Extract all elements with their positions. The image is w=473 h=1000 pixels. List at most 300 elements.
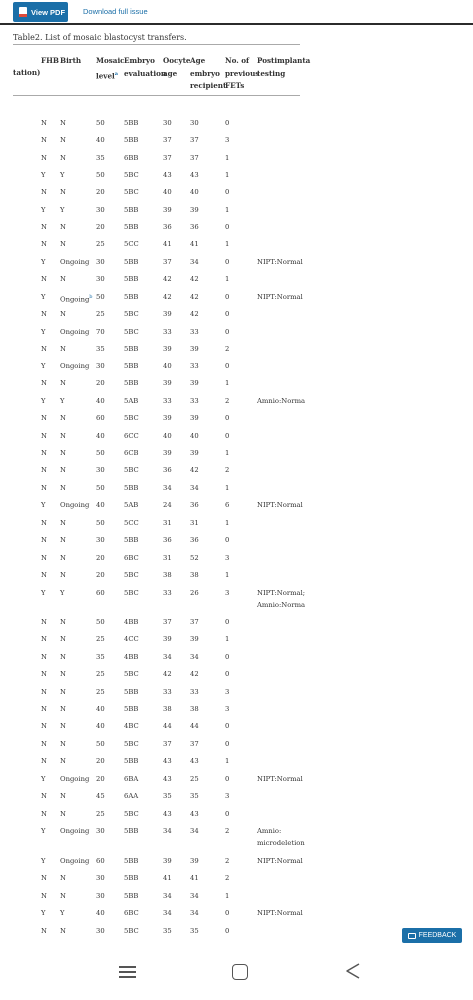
cell-oocyte-text: 37 bbox=[163, 258, 172, 266]
cell-embryo-text: 4CC bbox=[124, 635, 139, 643]
cell-fets-text: 0 bbox=[225, 119, 230, 127]
cell-fhb bbox=[41, 703, 47, 715]
cell-mosaic-text: 25 bbox=[96, 635, 105, 643]
cell-testing bbox=[257, 395, 305, 407]
cell-birth bbox=[60, 134, 66, 146]
cell-mosaic-text: 25 bbox=[96, 810, 105, 818]
cell-fets bbox=[225, 552, 229, 564]
cell-embryo-text: 4BB bbox=[124, 653, 139, 661]
cell-oocyte-text: 34 bbox=[163, 484, 172, 492]
cell-age-text: 34 bbox=[190, 892, 199, 900]
cell-oocyte bbox=[163, 773, 172, 785]
cell-fhb-text: N bbox=[41, 414, 47, 422]
cell-mosaic bbox=[96, 790, 105, 802]
cell-age bbox=[190, 907, 199, 919]
cell-embryo bbox=[124, 907, 139, 919]
cell-birth bbox=[60, 152, 66, 164]
cell-fhb-text: Y bbox=[41, 171, 46, 179]
cell-testing bbox=[257, 825, 305, 849]
cell-birth bbox=[60, 703, 66, 715]
cell-birth-text: N bbox=[60, 740, 66, 748]
cell-birth bbox=[60, 430, 66, 442]
cell-birth bbox=[60, 633, 66, 645]
cell-embryo-text: 5BC bbox=[124, 740, 139, 748]
cell-fets-text: 0 bbox=[225, 223, 230, 231]
cell-embryo bbox=[124, 808, 139, 820]
cell-embryo-text: 5BB bbox=[124, 206, 139, 214]
cell-testing bbox=[257, 291, 303, 303]
pdf-icon bbox=[19, 7, 27, 17]
cell-birth-text: N bbox=[60, 432, 66, 440]
cell-embryo bbox=[124, 326, 139, 338]
cell-birth bbox=[60, 464, 66, 476]
cell-oocyte-text: 33 bbox=[163, 589, 172, 597]
cell-fhb bbox=[41, 517, 47, 529]
cell-age-text: 43 bbox=[190, 171, 199, 179]
cell-oocyte bbox=[163, 152, 172, 164]
cell-oocyte bbox=[163, 326, 172, 338]
cell-birth bbox=[60, 890, 66, 902]
recent-apps-icon[interactable] bbox=[119, 964, 136, 978]
cell-embryo bbox=[124, 430, 139, 442]
cell-fets bbox=[225, 925, 229, 937]
footnote-b-link[interactable]: b bbox=[89, 294, 93, 300]
cell-age-text: 37 bbox=[190, 154, 199, 162]
cell-birth-text: N bbox=[60, 571, 66, 579]
cell-fhb-text: N bbox=[41, 740, 47, 748]
cell-oocyte-text: 39 bbox=[163, 635, 172, 643]
cell-age bbox=[190, 377, 199, 389]
cell-oocyte bbox=[163, 360, 172, 372]
cell-birth-text: N bbox=[60, 892, 66, 900]
cell-mosaic bbox=[96, 447, 105, 459]
header-age-line2: embryo bbox=[190, 68, 220, 78]
cell-mosaic bbox=[96, 377, 105, 389]
cell-fhb bbox=[41, 447, 47, 459]
cell-fets-text: 1 bbox=[225, 379, 230, 387]
cell-oocyte-text: 37 bbox=[163, 618, 172, 626]
cell-testing-line2: Amnio:Norma bbox=[257, 601, 306, 609]
cell-fets-text: 0 bbox=[225, 618, 230, 626]
home-icon[interactable] bbox=[232, 964, 248, 980]
cell-age-text: 42 bbox=[190, 310, 199, 318]
cell-fhb bbox=[41, 134, 47, 146]
cell-fhb bbox=[41, 395, 46, 407]
header-mosaic-line2 bbox=[96, 68, 125, 83]
cell-embryo bbox=[124, 534, 138, 546]
cell-oocyte bbox=[163, 395, 172, 407]
cell-age-text: 37 bbox=[190, 136, 199, 144]
cell-fhb-text: N bbox=[41, 688, 47, 696]
cell-birth-text: N bbox=[60, 554, 66, 562]
cell-birth-text: N bbox=[60, 188, 66, 196]
cell-embryo bbox=[124, 499, 138, 511]
cell-fets bbox=[225, 773, 229, 785]
cell-embryo-text: 5BB bbox=[124, 874, 139, 882]
cell-fhb-text: N bbox=[41, 571, 47, 579]
cell-embryo-text: 5BC bbox=[124, 414, 139, 422]
cell-fets-text: 1 bbox=[225, 892, 230, 900]
cell-fhb bbox=[41, 534, 47, 546]
cell-embryo bbox=[124, 703, 138, 715]
cell-embryo-text: 6AA bbox=[124, 792, 139, 800]
cell-embryo bbox=[124, 447, 139, 459]
cell-fhb-text: N bbox=[41, 519, 47, 527]
cell-oocyte bbox=[163, 872, 172, 884]
cell-fhb bbox=[41, 668, 47, 680]
cell-birth bbox=[60, 773, 89, 785]
cell-embryo-text: 5BB bbox=[124, 345, 139, 353]
cell-oocyte-text: 39 bbox=[163, 857, 172, 865]
cell-fets-text: 0 bbox=[225, 740, 230, 748]
cell-fets bbox=[225, 738, 229, 750]
cell-mosaic-text: 30 bbox=[96, 275, 105, 283]
cell-mosaic bbox=[96, 720, 105, 732]
cell-birth-text: Ongoing bbox=[60, 857, 90, 865]
cell-fhb bbox=[41, 256, 46, 268]
cell-fhb bbox=[41, 720, 47, 732]
cell-fhb bbox=[41, 221, 47, 233]
cell-oocyte-text: 39 bbox=[163, 414, 172, 422]
cell-mosaic bbox=[96, 430, 105, 442]
cell-fets bbox=[225, 587, 229, 599]
cell-mosaic bbox=[96, 343, 105, 355]
cell-fets bbox=[225, 343, 229, 355]
cell-birth bbox=[60, 273, 66, 285]
cell-mosaic bbox=[96, 464, 105, 476]
cell-birth bbox=[60, 534, 66, 546]
cell-mosaic bbox=[96, 117, 105, 129]
cell-embryo bbox=[124, 616, 138, 628]
cell-mosaic-text: 30 bbox=[96, 466, 105, 474]
cell-embryo-text: 5BC bbox=[124, 171, 139, 179]
cell-fhb bbox=[41, 738, 47, 750]
cell-fets-text: 2 bbox=[225, 874, 230, 882]
cell-birth-text: N bbox=[60, 618, 66, 626]
cell-mosaic bbox=[96, 890, 105, 902]
cell-fhb-text: N bbox=[41, 670, 47, 678]
cell-oocyte-text: 30 bbox=[163, 119, 172, 127]
cell-mosaic-text: 25 bbox=[96, 240, 105, 248]
cell-fhb bbox=[41, 326, 46, 338]
header-mosaic-line1: Mosaic bbox=[96, 56, 125, 65]
cell-oocyte bbox=[163, 755, 172, 767]
cell-testing-text: Amnio: bbox=[257, 827, 282, 835]
cell-embryo bbox=[124, 855, 138, 867]
cell-birth-text: N bbox=[60, 136, 66, 144]
cell-oocyte bbox=[163, 825, 172, 837]
cell-oocyte bbox=[163, 890, 172, 902]
cell-oocyte bbox=[163, 925, 172, 937]
cell-age bbox=[190, 668, 199, 680]
header-fets-line1: No. of bbox=[225, 56, 250, 65]
cell-oocyte-text: 37 bbox=[163, 154, 172, 162]
cell-mosaic-text: 20 bbox=[96, 223, 105, 231]
cell-oocyte bbox=[163, 377, 172, 389]
cell-fhb-text: Y bbox=[41, 328, 46, 336]
cell-embryo-text: 4BB bbox=[124, 618, 139, 626]
cell-mosaic bbox=[96, 256, 105, 268]
cell-fets bbox=[225, 482, 229, 494]
cell-age bbox=[190, 221, 199, 233]
cell-fhb bbox=[41, 273, 47, 285]
cell-oocyte-text: 40 bbox=[163, 432, 172, 440]
cell-fets bbox=[225, 499, 229, 511]
cell-oocyte-text: 35 bbox=[163, 927, 172, 935]
cell-birth-text: N bbox=[60, 449, 66, 457]
cell-mosaic bbox=[96, 808, 105, 820]
cell-age bbox=[190, 395, 199, 407]
cell-birth-text: Y bbox=[60, 206, 65, 214]
cell-embryo bbox=[124, 633, 139, 645]
cell-mosaic-text: 20 bbox=[96, 554, 105, 562]
cell-age bbox=[190, 256, 199, 268]
cell-mosaic bbox=[96, 569, 105, 581]
cell-oocyte bbox=[163, 616, 172, 628]
cell-mosaic bbox=[96, 238, 105, 250]
cell-age-text: 33 bbox=[190, 362, 199, 370]
cell-mosaic bbox=[96, 651, 105, 663]
cell-mosaic-text: 60 bbox=[96, 414, 105, 422]
cell-fhb bbox=[41, 552, 47, 564]
cell-birth-text: N bbox=[60, 484, 66, 492]
cell-oocyte bbox=[163, 633, 172, 645]
cell-age bbox=[190, 326, 199, 338]
cell-age bbox=[190, 825, 199, 837]
cell-embryo-text: 5BB bbox=[124, 484, 139, 492]
cell-mosaic bbox=[96, 616, 105, 628]
cell-embryo bbox=[124, 291, 138, 303]
cell-birth-text: N bbox=[60, 414, 66, 422]
cell-birth bbox=[60, 169, 65, 181]
cell-birth-text: N bbox=[60, 757, 66, 765]
cell-fhb-text: N bbox=[41, 722, 47, 730]
cell-fhb bbox=[41, 186, 47, 198]
cell-age-text: 30 bbox=[190, 119, 199, 127]
cell-embryo-text: 5BB bbox=[124, 223, 139, 231]
cell-oocyte bbox=[163, 808, 172, 820]
cell-fets bbox=[225, 291, 229, 303]
cell-birth-text: Y bbox=[60, 909, 65, 917]
cell-testing-text: NIPT:Normal; bbox=[257, 589, 306, 597]
cell-mosaic-text: 50 bbox=[96, 119, 105, 127]
cell-fhb bbox=[41, 412, 47, 424]
cell-testing-text: NIPT:Normal bbox=[257, 293, 303, 301]
cell-birth bbox=[60, 587, 65, 599]
cell-oocyte-text: 36 bbox=[163, 466, 172, 474]
cell-fets bbox=[225, 221, 229, 233]
cell-oocyte bbox=[163, 552, 172, 564]
cell-mosaic-text: 50 bbox=[96, 618, 105, 626]
cell-embryo bbox=[124, 152, 138, 164]
cell-fhb-text: N bbox=[41, 554, 47, 562]
cell-birth bbox=[60, 651, 66, 663]
cell-mosaic-text: 40 bbox=[96, 722, 105, 730]
cell-embryo bbox=[124, 412, 139, 424]
cell-age-text: 36 bbox=[190, 501, 199, 509]
cell-birth-text: Ongoing bbox=[60, 775, 90, 783]
cell-embryo bbox=[124, 825, 138, 837]
cell-embryo-text: 5BB bbox=[124, 119, 139, 127]
cell-mosaic-text: 20 bbox=[96, 379, 105, 387]
cell-fets-text: 2 bbox=[225, 466, 230, 474]
cell-fhb bbox=[41, 377, 47, 389]
cell-fhb bbox=[41, 343, 47, 355]
cell-embryo-text: 6CC bbox=[124, 432, 139, 440]
cell-birth-text: N bbox=[60, 874, 66, 882]
cell-embryo-text: 5BB bbox=[124, 362, 139, 370]
cell-age-text: 33 bbox=[190, 688, 199, 696]
cell-fhb bbox=[41, 204, 46, 216]
cell-fets bbox=[225, 534, 229, 546]
cell-fhb-text: N bbox=[41, 136, 47, 144]
cell-embryo bbox=[124, 720, 139, 732]
cell-age-text: 35 bbox=[190, 927, 199, 935]
cell-age bbox=[190, 569, 199, 581]
cell-birth-text: N bbox=[60, 635, 66, 643]
cell-age-text: 37 bbox=[190, 618, 199, 626]
cell-mosaic bbox=[96, 517, 105, 529]
header-testing-line1: Postimplanta bbox=[257, 56, 311, 65]
cell-mosaic bbox=[96, 499, 105, 511]
cell-embryo bbox=[124, 273, 138, 285]
download-full-issue-link[interactable]: Download full issue bbox=[83, 7, 148, 16]
footnote-a-link[interactable]: a bbox=[114, 70, 119, 77]
table-caption: Table2. List of mosaic blastocyst transfers. bbox=[13, 33, 187, 42]
cell-embryo-text: 5BB bbox=[124, 258, 139, 266]
cell-mosaic bbox=[96, 308, 105, 320]
cell-fhb-text: N bbox=[41, 653, 47, 661]
cell-age-text: 34 bbox=[190, 909, 199, 917]
cell-fets bbox=[225, 907, 229, 919]
cell-oocyte-text: 35 bbox=[163, 792, 172, 800]
cell-mosaic bbox=[96, 755, 105, 767]
cell-age bbox=[190, 308, 199, 320]
cell-fets-text: 0 bbox=[225, 775, 230, 783]
cell-oocyte bbox=[163, 482, 172, 494]
cell-fets bbox=[225, 855, 229, 867]
cell-fets-text: 0 bbox=[225, 362, 230, 370]
cell-embryo bbox=[124, 587, 139, 599]
cell-mosaic bbox=[96, 395, 105, 407]
cell-embryo bbox=[124, 186, 139, 198]
cell-fhb bbox=[41, 890, 47, 902]
cell-mosaic-text: 70 bbox=[96, 328, 105, 336]
cell-birth-text: Y bbox=[60, 397, 65, 405]
cell-fhb bbox=[41, 755, 47, 767]
cell-birth-text: N bbox=[60, 240, 66, 248]
cell-fhb bbox=[41, 925, 47, 937]
cell-fhb-text: Y bbox=[41, 775, 46, 783]
cell-fhb-text: N bbox=[41, 310, 47, 318]
cell-fhb bbox=[41, 169, 46, 181]
cell-embryo-text: 5BC bbox=[124, 188, 139, 196]
cell-mosaic bbox=[96, 825, 105, 837]
cell-fets-text: 0 bbox=[225, 653, 230, 661]
cell-age-text: 34 bbox=[190, 484, 199, 492]
cell-embryo-text: 5BB bbox=[124, 688, 139, 696]
cell-oocyte bbox=[163, 738, 172, 750]
back-icon[interactable] bbox=[345, 962, 361, 980]
cell-fhb-text: Y bbox=[41, 362, 46, 370]
cell-fhb bbox=[41, 464, 47, 476]
cell-fhb-text: N bbox=[41, 792, 47, 800]
cell-age bbox=[190, 855, 199, 867]
cell-age bbox=[190, 430, 199, 442]
cell-age-text: 33 bbox=[190, 328, 199, 336]
cell-fets-text: 0 bbox=[225, 293, 230, 301]
cell-mosaic-text: 50 bbox=[96, 171, 105, 179]
cell-birth-text: Ongoing bbox=[60, 328, 90, 336]
cell-birth bbox=[60, 238, 66, 250]
cell-birth-text: N bbox=[60, 466, 66, 474]
cell-age bbox=[190, 238, 199, 250]
cell-fets-text: 3 bbox=[225, 554, 230, 562]
cell-oocyte-text: 41 bbox=[163, 874, 172, 882]
cell-mosaic-text: 40 bbox=[96, 909, 105, 917]
cell-fets-text: 2 bbox=[225, 827, 230, 835]
cell-fets bbox=[225, 377, 229, 389]
cell-fhb bbox=[41, 482, 47, 494]
cell-testing-text: NIPT:Normal bbox=[257, 775, 303, 783]
cell-mosaic-text: 30 bbox=[96, 874, 105, 882]
cell-fhb-text: N bbox=[41, 484, 47, 492]
cell-age-text: 40 bbox=[190, 188, 199, 196]
cell-age bbox=[190, 169, 199, 181]
cell-age bbox=[190, 587, 199, 599]
cell-fets bbox=[225, 633, 229, 645]
cell-fhb bbox=[41, 686, 47, 698]
cell-oocyte bbox=[163, 308, 172, 320]
cell-mosaic bbox=[96, 773, 105, 785]
cell-birth-text: N bbox=[60, 722, 66, 730]
cell-embryo bbox=[124, 169, 139, 181]
cell-fets bbox=[225, 238, 229, 250]
cell-fhb-text: Y bbox=[41, 589, 46, 597]
cell-fhb bbox=[41, 651, 47, 663]
cell-mosaic-text: 20 bbox=[96, 775, 105, 783]
cell-fets-text: 1 bbox=[225, 154, 230, 162]
cell-embryo-text: 5BC bbox=[124, 810, 139, 818]
header-fets-line2: previous bbox=[225, 68, 260, 78]
feedback-button[interactable] bbox=[402, 928, 462, 943]
cell-birth bbox=[60, 907, 65, 919]
cell-age bbox=[190, 464, 199, 476]
header-testing-line2: testing bbox=[257, 68, 286, 78]
cell-embryo-text: 5BB bbox=[124, 857, 139, 865]
cell-oocyte-text: 43 bbox=[163, 171, 172, 179]
cell-embryo bbox=[124, 308, 139, 320]
cell-fhb bbox=[41, 616, 47, 628]
cell-fets bbox=[225, 204, 229, 216]
cell-birth-text: N bbox=[60, 653, 66, 661]
cell-mosaic-text: 40 bbox=[96, 397, 105, 405]
cell-embryo-text: 5BC bbox=[124, 328, 139, 336]
cell-birth bbox=[60, 326, 89, 338]
cell-age-text: 34 bbox=[190, 827, 199, 835]
cell-age bbox=[190, 499, 199, 511]
cell-oocyte bbox=[163, 343, 172, 355]
cell-birth-text: Y bbox=[60, 589, 65, 597]
cell-oocyte bbox=[163, 720, 172, 732]
cell-age-text: 39 bbox=[190, 345, 199, 353]
cell-oocyte-text: 36 bbox=[163, 223, 172, 231]
cell-fets-text: 0 bbox=[225, 310, 230, 318]
cell-oocyte-text: 42 bbox=[163, 670, 172, 678]
view-pdf-button[interactable] bbox=[13, 2, 68, 22]
cell-birth-text: N bbox=[60, 688, 66, 696]
cell-fhb-text: N bbox=[41, 432, 47, 440]
